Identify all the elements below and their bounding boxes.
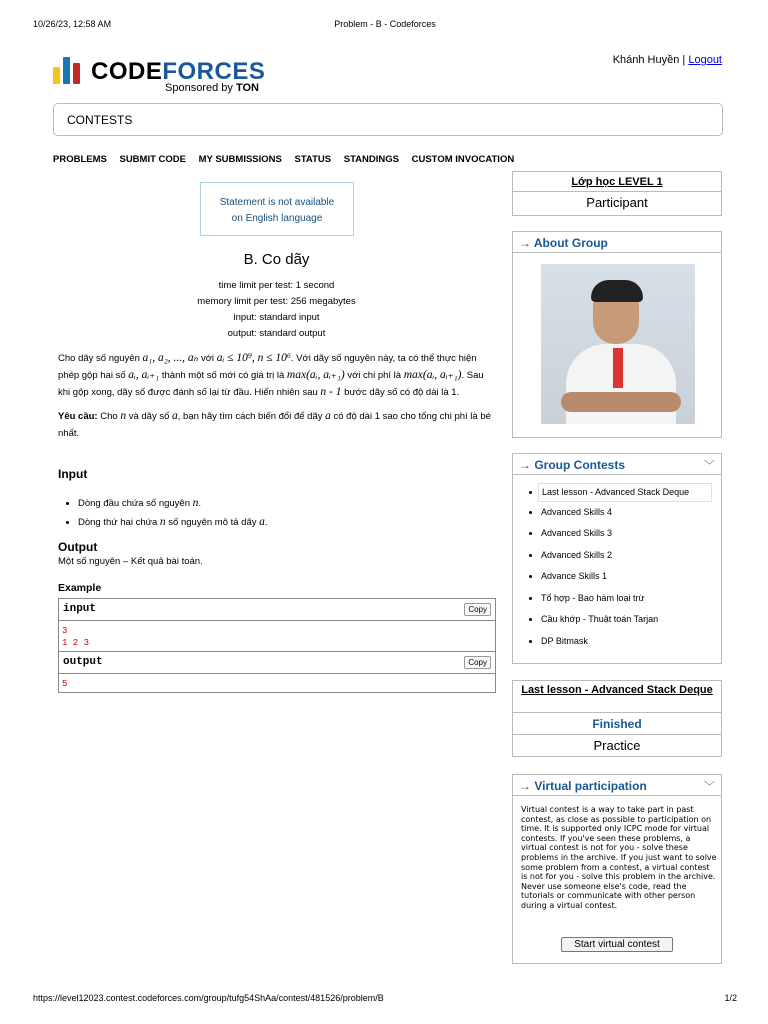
nav-my-submissions[interactable]: MY SUBMISSIONS xyxy=(198,154,282,165)
virtual-participation-box xyxy=(512,774,722,964)
input-spec-line: • Dòng đầu chứa số nguyên n. xyxy=(78,494,498,513)
virtual-participation-title[interactable]: → Virtual participation ﹀ xyxy=(513,775,721,796)
output-file: output: standard output xyxy=(227,328,326,339)
time-limit: time limit per test: 1 second xyxy=(218,280,335,291)
group-info-box xyxy=(512,171,722,216)
example-input-content[interactable]: 3 1 2 3 xyxy=(62,626,90,648)
legend-text: Cho dãy số nguyên a₁, a₂, ..., aₙ với aᵢ ≤ 10⁹, n ≤ 10⁶. Với dãy số nguyên này, ta có thể thực hiện phép gộp hai số aᵢ, aᵢ₊₁ thành một số mới có giá trị là max(aᵢ, aᵢ₊₁) với chi phí là max(aᵢ, aᵢ₊₁). Sau khi gộp xong, dãy số được đánh số lại từ đầu. Hiển nhiên sau n - 1 bước dãy số có độ dài là 1. xyxy=(58,352,484,398)
contest-item[interactable]: • Advanced Skills 4 xyxy=(541,505,721,527)
contest-name-link[interactable]: Last lesson - Advanced Stack Deque xyxy=(513,681,721,713)
print-url: https://level12023.contest.codeforces.com/group/tufg54ShAa/contest/481526/problem/B xyxy=(33,993,384,1003)
contest-item[interactable]: • Advance Skills 1 xyxy=(541,569,721,591)
memory-limit: memory limit per test: 256 megabytes xyxy=(197,296,356,307)
start-virtual-contest-button[interactable]: Start virtual contest xyxy=(561,937,673,952)
group-photo xyxy=(541,264,695,424)
input-file: input: standard input xyxy=(233,312,320,323)
input-spec-line: • Dòng thứ hai chứa n số nguyên mô tả dãy a. xyxy=(78,513,498,532)
requirement-text: Yêu cầu: Cho n và dãy số a, bạn hãy tìm cách biến đổi để dãy a có độ dài 1 sao cho tổng chi phí là bé nhất. xyxy=(58,410,491,439)
problem-statement xyxy=(58,350,498,449)
problem-limits xyxy=(58,278,495,342)
logo-wordmark: CODEFORCES xyxy=(91,58,266,85)
copy-output-button[interactable]: Copy xyxy=(464,656,491,669)
about-group-box xyxy=(512,231,722,438)
example-input-label: input xyxy=(63,603,97,615)
chevron-down-icon[interactable]: ﹀ xyxy=(704,460,715,472)
language-notice: Statement is not available on English language xyxy=(200,182,354,236)
contest-item[interactable]: • DP Bitmask xyxy=(541,634,721,656)
print-page-number: 1/2 xyxy=(724,993,737,1003)
output-spec: Một số nguyên – Kết quả bài toán. xyxy=(58,556,203,567)
contests-menu[interactable]: CONTESTS xyxy=(53,103,723,136)
input-section-title: Input xyxy=(58,467,88,481)
print-title: Problem - B - Codeforces xyxy=(334,19,436,29)
nav-status[interactable]: STATUS xyxy=(294,154,332,165)
contest-mode: Practice xyxy=(593,738,641,753)
example-title: Example xyxy=(58,582,102,594)
group-contests-title[interactable]: → Group Contests ﹀ xyxy=(513,454,721,475)
contest-item[interactable]: • Last lesson - Advanced Stack Deque xyxy=(541,483,721,505)
nav-standings[interactable]: STANDINGS xyxy=(343,154,399,165)
input-spec-list xyxy=(78,494,498,532)
contest-item[interactable]: • Tổ hợp - Bao hàm loại trừ xyxy=(541,591,721,613)
problem-title: B. Co dãy xyxy=(243,251,310,268)
nav-problems[interactable]: PROBLEMS xyxy=(53,154,107,165)
logo-bars-icon xyxy=(53,56,83,84)
example-input-box xyxy=(58,598,496,652)
group-role: Participant xyxy=(586,195,648,210)
about-group-title: → About Group xyxy=(513,232,721,253)
example-output-content[interactable]: 5 xyxy=(62,679,68,689)
nav-custom-invocation[interactable]: CUSTOM INVOCATION xyxy=(411,154,515,165)
example-output-box xyxy=(58,652,496,693)
logo-sponsor: Sponsored by TON xyxy=(165,82,259,94)
copy-input-button[interactable]: Copy xyxy=(464,603,491,616)
contest-phase: Finished xyxy=(513,713,721,735)
codeforces-logo[interactable] xyxy=(53,56,313,96)
chevron-down-icon[interactable]: ﹀ xyxy=(704,781,715,793)
group-contests-box xyxy=(512,453,722,664)
user-name[interactable]: Khánh Huyền xyxy=(612,54,680,66)
contest-status-box xyxy=(512,680,722,757)
user-box: Khánh Huyền | Logout xyxy=(612,54,722,66)
problem-nav xyxy=(53,154,524,165)
contest-list xyxy=(513,475,721,655)
contest-item[interactable]: • Advanced Skills 3 xyxy=(541,526,721,548)
contest-item[interactable]: • Advanced Skills 2 xyxy=(541,548,721,570)
group-name-link[interactable]: Lớp học LEVEL 1 xyxy=(513,172,721,192)
output-section-title: Output xyxy=(58,540,98,554)
contest-item[interactable]: • Cầu khớp - Thuật toán Tarjan xyxy=(541,612,721,634)
logout-link[interactable]: Logout xyxy=(688,54,722,66)
nav-submit-code[interactable]: SUBMIT CODE xyxy=(119,154,186,165)
example-output-label: output xyxy=(63,656,103,668)
virtual-description: Virtual contest is a way to take part in past contest, as close as possible to participation on time. It is supported only ICPC mode for virtual contests. If you've seen these problems, a virtual contest is not for you - solve these problems in the archive. If you just want to solve some problem from a contest, a virtual contest is not for you - solve this problem in the archive. Never use someone else's code, read the tutorials or communicate with other person during a virtual contest. xyxy=(521,805,717,910)
print-datetime: 10/26/23, 12:58 AM xyxy=(33,19,112,29)
